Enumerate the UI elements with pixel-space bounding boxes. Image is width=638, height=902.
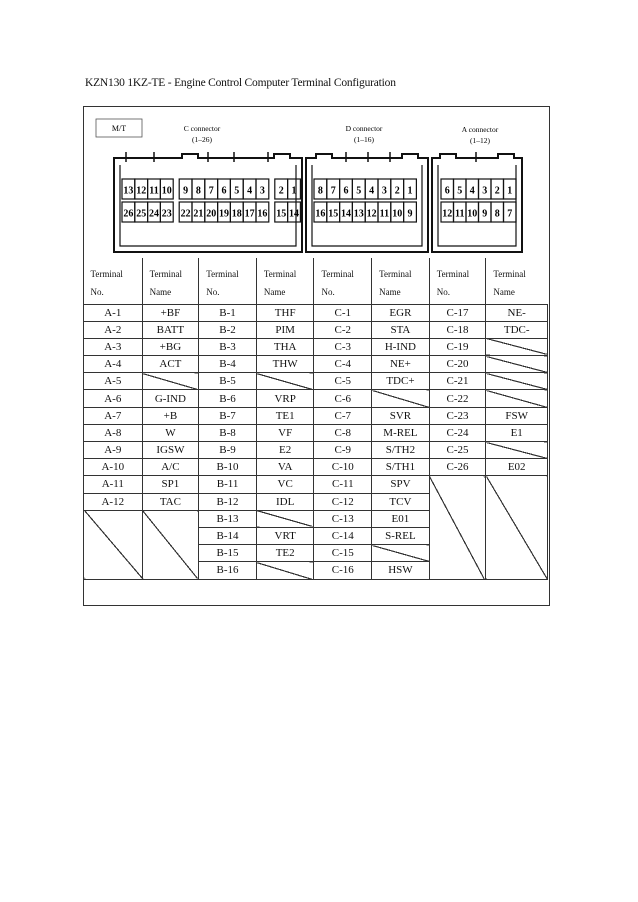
terminal-number: C-24	[429, 424, 486, 441]
table-row	[84, 476, 548, 493]
terminal-number: B-13	[199, 510, 257, 527]
terminal-number: B-4	[199, 356, 257, 373]
terminal-name: THF	[256, 304, 314, 321]
terminal-number: C-26	[429, 459, 486, 476]
terminal-number: B-9	[199, 442, 257, 459]
terminal-name: E01	[372, 510, 430, 527]
header-number: No.	[314, 281, 372, 304]
terminal-number: A-8	[84, 424, 143, 441]
terminal-number: C-5	[314, 373, 372, 390]
terminal-number: C-18	[429, 321, 486, 338]
unused-cell	[486, 338, 548, 355]
pin-number: 16	[257, 208, 268, 220]
table-row	[84, 459, 548, 476]
pin-number: 3	[482, 185, 488, 197]
table-row	[84, 338, 548, 355]
terminal-name: SVR	[372, 407, 430, 424]
terminal-name: SPV	[372, 476, 430, 493]
d-connector-range: (1–16)	[354, 135, 374, 144]
pin-number: 8	[494, 208, 500, 220]
header-terminal: Terminal	[256, 258, 314, 281]
pin-number: 14	[341, 208, 351, 220]
pin-number: 8	[317, 185, 323, 197]
table-row	[84, 442, 548, 459]
terminal-number: C-19	[429, 338, 486, 355]
terminal-name: PIM	[256, 321, 314, 338]
header-name: Name	[486, 281, 548, 304]
pin-number: 23	[161, 208, 172, 220]
unused-cell	[429, 476, 486, 579]
terminal-name: SP1	[142, 476, 199, 493]
pin-number: 15	[276, 208, 287, 220]
pin-number: 1	[407, 185, 413, 197]
unused-cell	[84, 510, 143, 579]
table-row	[84, 424, 548, 441]
header-terminal: Terminal	[90, 269, 123, 279]
terminal-name: A/C	[142, 459, 199, 476]
unused-cell	[142, 373, 199, 390]
terminal-number: C-17	[429, 304, 486, 321]
terminal-name: W	[142, 424, 199, 441]
terminal-number: C-10	[314, 459, 372, 476]
terminal-name: IDL	[256, 493, 314, 510]
pin-number: 2	[394, 185, 400, 197]
terminal-number: C-25	[429, 442, 486, 459]
terminal-number: C-2	[314, 321, 372, 338]
terminal-number: C-23	[429, 407, 486, 424]
terminal-name: +BG	[142, 338, 199, 355]
terminal-number: A-7	[84, 407, 143, 424]
terminal-number: B-11	[199, 476, 257, 493]
pin-number: 12	[136, 185, 147, 197]
terminal-number: C-14	[314, 527, 372, 544]
terminal-number: C-6	[314, 390, 372, 407]
header-terminal: Terminal	[199, 258, 257, 281]
terminal-table	[83, 258, 548, 580]
pin-number: 1	[291, 185, 297, 197]
pin-number: 10	[392, 208, 403, 220]
a-connector-pins	[441, 179, 516, 222]
unused-cell	[256, 510, 314, 527]
pin-number: 6	[444, 185, 450, 197]
pin-number: 4	[247, 185, 253, 197]
terminal-number: B-1	[199, 304, 257, 321]
pin-number: 15	[328, 208, 339, 220]
table-row	[84, 356, 548, 373]
connector-diagram	[84, 107, 549, 259]
terminal-number: A-6	[84, 390, 143, 407]
header-number: No.	[429, 281, 486, 304]
pin-number: 12	[366, 208, 377, 220]
terminal-number: B-10	[199, 459, 257, 476]
header-terminal: Terminal	[314, 258, 372, 281]
table-row	[84, 390, 548, 407]
terminal-number: C-11	[314, 476, 372, 493]
terminal-name: NE-	[486, 304, 548, 321]
terminal-number: C-22	[429, 390, 486, 407]
terminal-number: A-3	[84, 338, 143, 355]
terminal-name: E02	[486, 459, 548, 476]
pin-number: 6	[343, 185, 349, 197]
header-terminal: Terminal	[486, 258, 548, 281]
terminal-name: VF	[256, 424, 314, 441]
pin-number: 9	[482, 208, 488, 220]
terminal-number: A-4	[84, 356, 143, 373]
terminal-name: TE2	[256, 545, 314, 562]
pin-number: 7	[330, 185, 336, 197]
terminal-name: S/TH1	[372, 459, 430, 476]
pin-number: 5	[457, 185, 463, 197]
unused-cell	[372, 545, 430, 562]
terminal-number: C-16	[314, 562, 372, 579]
table-row	[84, 407, 548, 424]
c-connector-name: C connector	[183, 124, 221, 133]
unused-cell	[256, 373, 314, 390]
terminal-number: B-12	[199, 493, 257, 510]
terminal-number: C-4	[314, 356, 372, 373]
table-row	[84, 321, 548, 338]
unused-cell	[486, 442, 548, 459]
d-connector-name: D connector	[345, 124, 383, 133]
pin-number: 11	[455, 208, 465, 220]
pin-number: 16	[315, 208, 326, 220]
terminal-configuration-figure	[83, 106, 550, 606]
terminal-name: M-REL	[372, 424, 430, 441]
unused-cell	[486, 390, 548, 407]
terminal-name: THW	[256, 356, 314, 373]
header-number: No.	[90, 287, 104, 298]
terminal-number: C-15	[314, 545, 372, 562]
pin-number: 19	[219, 208, 229, 220]
c-connector-pins	[122, 179, 300, 222]
table-row	[84, 304, 548, 321]
terminal-number: C-1	[314, 304, 372, 321]
pin-number: 4	[469, 185, 475, 197]
pin-number: 2	[278, 185, 284, 197]
terminal-number: A-1	[84, 304, 143, 321]
terminal-name: VA	[256, 459, 314, 476]
terminal-name: NE+	[372, 356, 430, 373]
pin-number: 2	[494, 185, 500, 197]
terminal-number: A-11	[84, 476, 143, 493]
terminal-name: THA	[256, 338, 314, 355]
terminal-name: VC	[256, 476, 314, 493]
unused-cell	[486, 373, 548, 390]
terminal-number: A-10	[84, 459, 143, 476]
terminal-name: S/TH2	[372, 442, 430, 459]
unused-cell	[486, 356, 548, 373]
terminal-name: G-IND	[142, 390, 199, 407]
pin-number: 25	[136, 208, 147, 220]
terminal-number: A-2	[84, 321, 143, 338]
pin-number: 11	[149, 185, 159, 197]
header-terminal: Terminal	[429, 258, 486, 281]
unused-cell	[142, 510, 199, 579]
terminal-number: B-8	[199, 424, 257, 441]
terminal-number: B-15	[199, 545, 257, 562]
mt-label: M/T	[111, 124, 127, 133]
terminal-name: TCV	[372, 493, 430, 510]
terminal-name: S-REL	[372, 527, 430, 544]
terminal-number: B-16	[199, 562, 257, 579]
a-connector-name: A connector	[461, 125, 499, 134]
terminal-name: BATT	[142, 321, 199, 338]
a-connector-range: (1–12)	[470, 136, 490, 145]
terminal-number: B-14	[199, 527, 257, 544]
pin-number: 14	[289, 208, 299, 220]
pin-number: 24	[149, 208, 159, 220]
terminal-number: B-3	[199, 338, 257, 355]
c-connector-range: (1–26)	[192, 135, 212, 144]
pin-number: 20	[206, 208, 217, 220]
pin-number: 8	[195, 185, 201, 197]
terminal-number: A-9	[84, 442, 143, 459]
pin-number: 13	[353, 208, 364, 220]
pin-number: 7	[507, 208, 513, 220]
pin-number: 9	[407, 208, 413, 220]
terminal-number: B-2	[199, 321, 257, 338]
terminal-name: H-IND	[372, 338, 430, 355]
terminal-number: C-12	[314, 493, 372, 510]
terminal-number: A-5	[84, 373, 143, 390]
terminal-number: B-6	[199, 390, 257, 407]
pin-number: 10	[161, 185, 172, 197]
terminal-number: C-3	[314, 338, 372, 355]
terminal-name: TE1	[256, 407, 314, 424]
pin-number: 21	[193, 208, 204, 220]
terminal-name: TDC+	[372, 373, 430, 390]
unused-cell	[486, 476, 548, 579]
terminal-name: IGSW	[142, 442, 199, 459]
terminal-name: HSW	[372, 562, 430, 579]
d-connector-pins	[314, 179, 416, 222]
terminal-name: VRP	[256, 390, 314, 407]
pin-number: 18	[231, 208, 242, 220]
header-name: Name	[142, 281, 199, 304]
pin-number: 26	[123, 208, 134, 220]
terminal-name: E1	[486, 424, 548, 441]
pin-number: 22	[180, 208, 191, 220]
terminal-number: C-13	[314, 510, 372, 527]
header-terminal: Terminal	[142, 258, 199, 281]
pin-number: 12	[442, 208, 453, 220]
terminal-number: C-20	[429, 356, 486, 373]
unused-cell	[372, 390, 430, 407]
pin-number: 13	[123, 185, 134, 197]
pin-number: 3	[381, 185, 387, 197]
header-number: No.	[199, 281, 257, 304]
terminal-number: B-5	[199, 373, 257, 390]
pin-number: 3	[259, 185, 265, 197]
pin-number: 7	[208, 185, 214, 197]
pin-number: 17	[244, 208, 255, 220]
table-row	[84, 373, 548, 390]
terminal-number: C-21	[429, 373, 486, 390]
header-name: Name	[372, 281, 430, 304]
terminal-name: ACT	[142, 356, 199, 373]
terminal-name: STA	[372, 321, 430, 338]
terminal-number: B-7	[199, 407, 257, 424]
pin-number: 4	[369, 185, 375, 197]
pin-number: 6	[221, 185, 227, 197]
page-title: KZN130 1KZ-TE - Engine Control Computer Terminal Configuration	[85, 77, 396, 89]
pin-number: 5	[234, 185, 240, 197]
terminal-name: EGR	[372, 304, 430, 321]
terminal-number: A-12	[84, 493, 143, 510]
terminal-name: E2	[256, 442, 314, 459]
header-terminal: Terminal	[372, 258, 430, 281]
unused-cell	[256, 562, 314, 579]
terminal-name: FSW	[486, 407, 548, 424]
pin-number: 5	[356, 185, 362, 197]
terminal-name: +BF	[142, 304, 199, 321]
pin-number: 10	[467, 208, 478, 220]
terminal-name: VRT	[256, 527, 314, 544]
terminal-number: C-9	[314, 442, 372, 459]
terminal-number: C-7	[314, 407, 372, 424]
header-name: Name	[256, 281, 314, 304]
pin-number: 11	[379, 208, 390, 220]
terminal-name: TAC	[142, 493, 199, 510]
terminal-name: TDC-	[486, 321, 548, 338]
terminal-number: C-8	[314, 424, 372, 441]
pin-number: 1	[507, 185, 513, 197]
pin-number: 9	[183, 185, 189, 197]
terminal-name: +B	[142, 407, 199, 424]
